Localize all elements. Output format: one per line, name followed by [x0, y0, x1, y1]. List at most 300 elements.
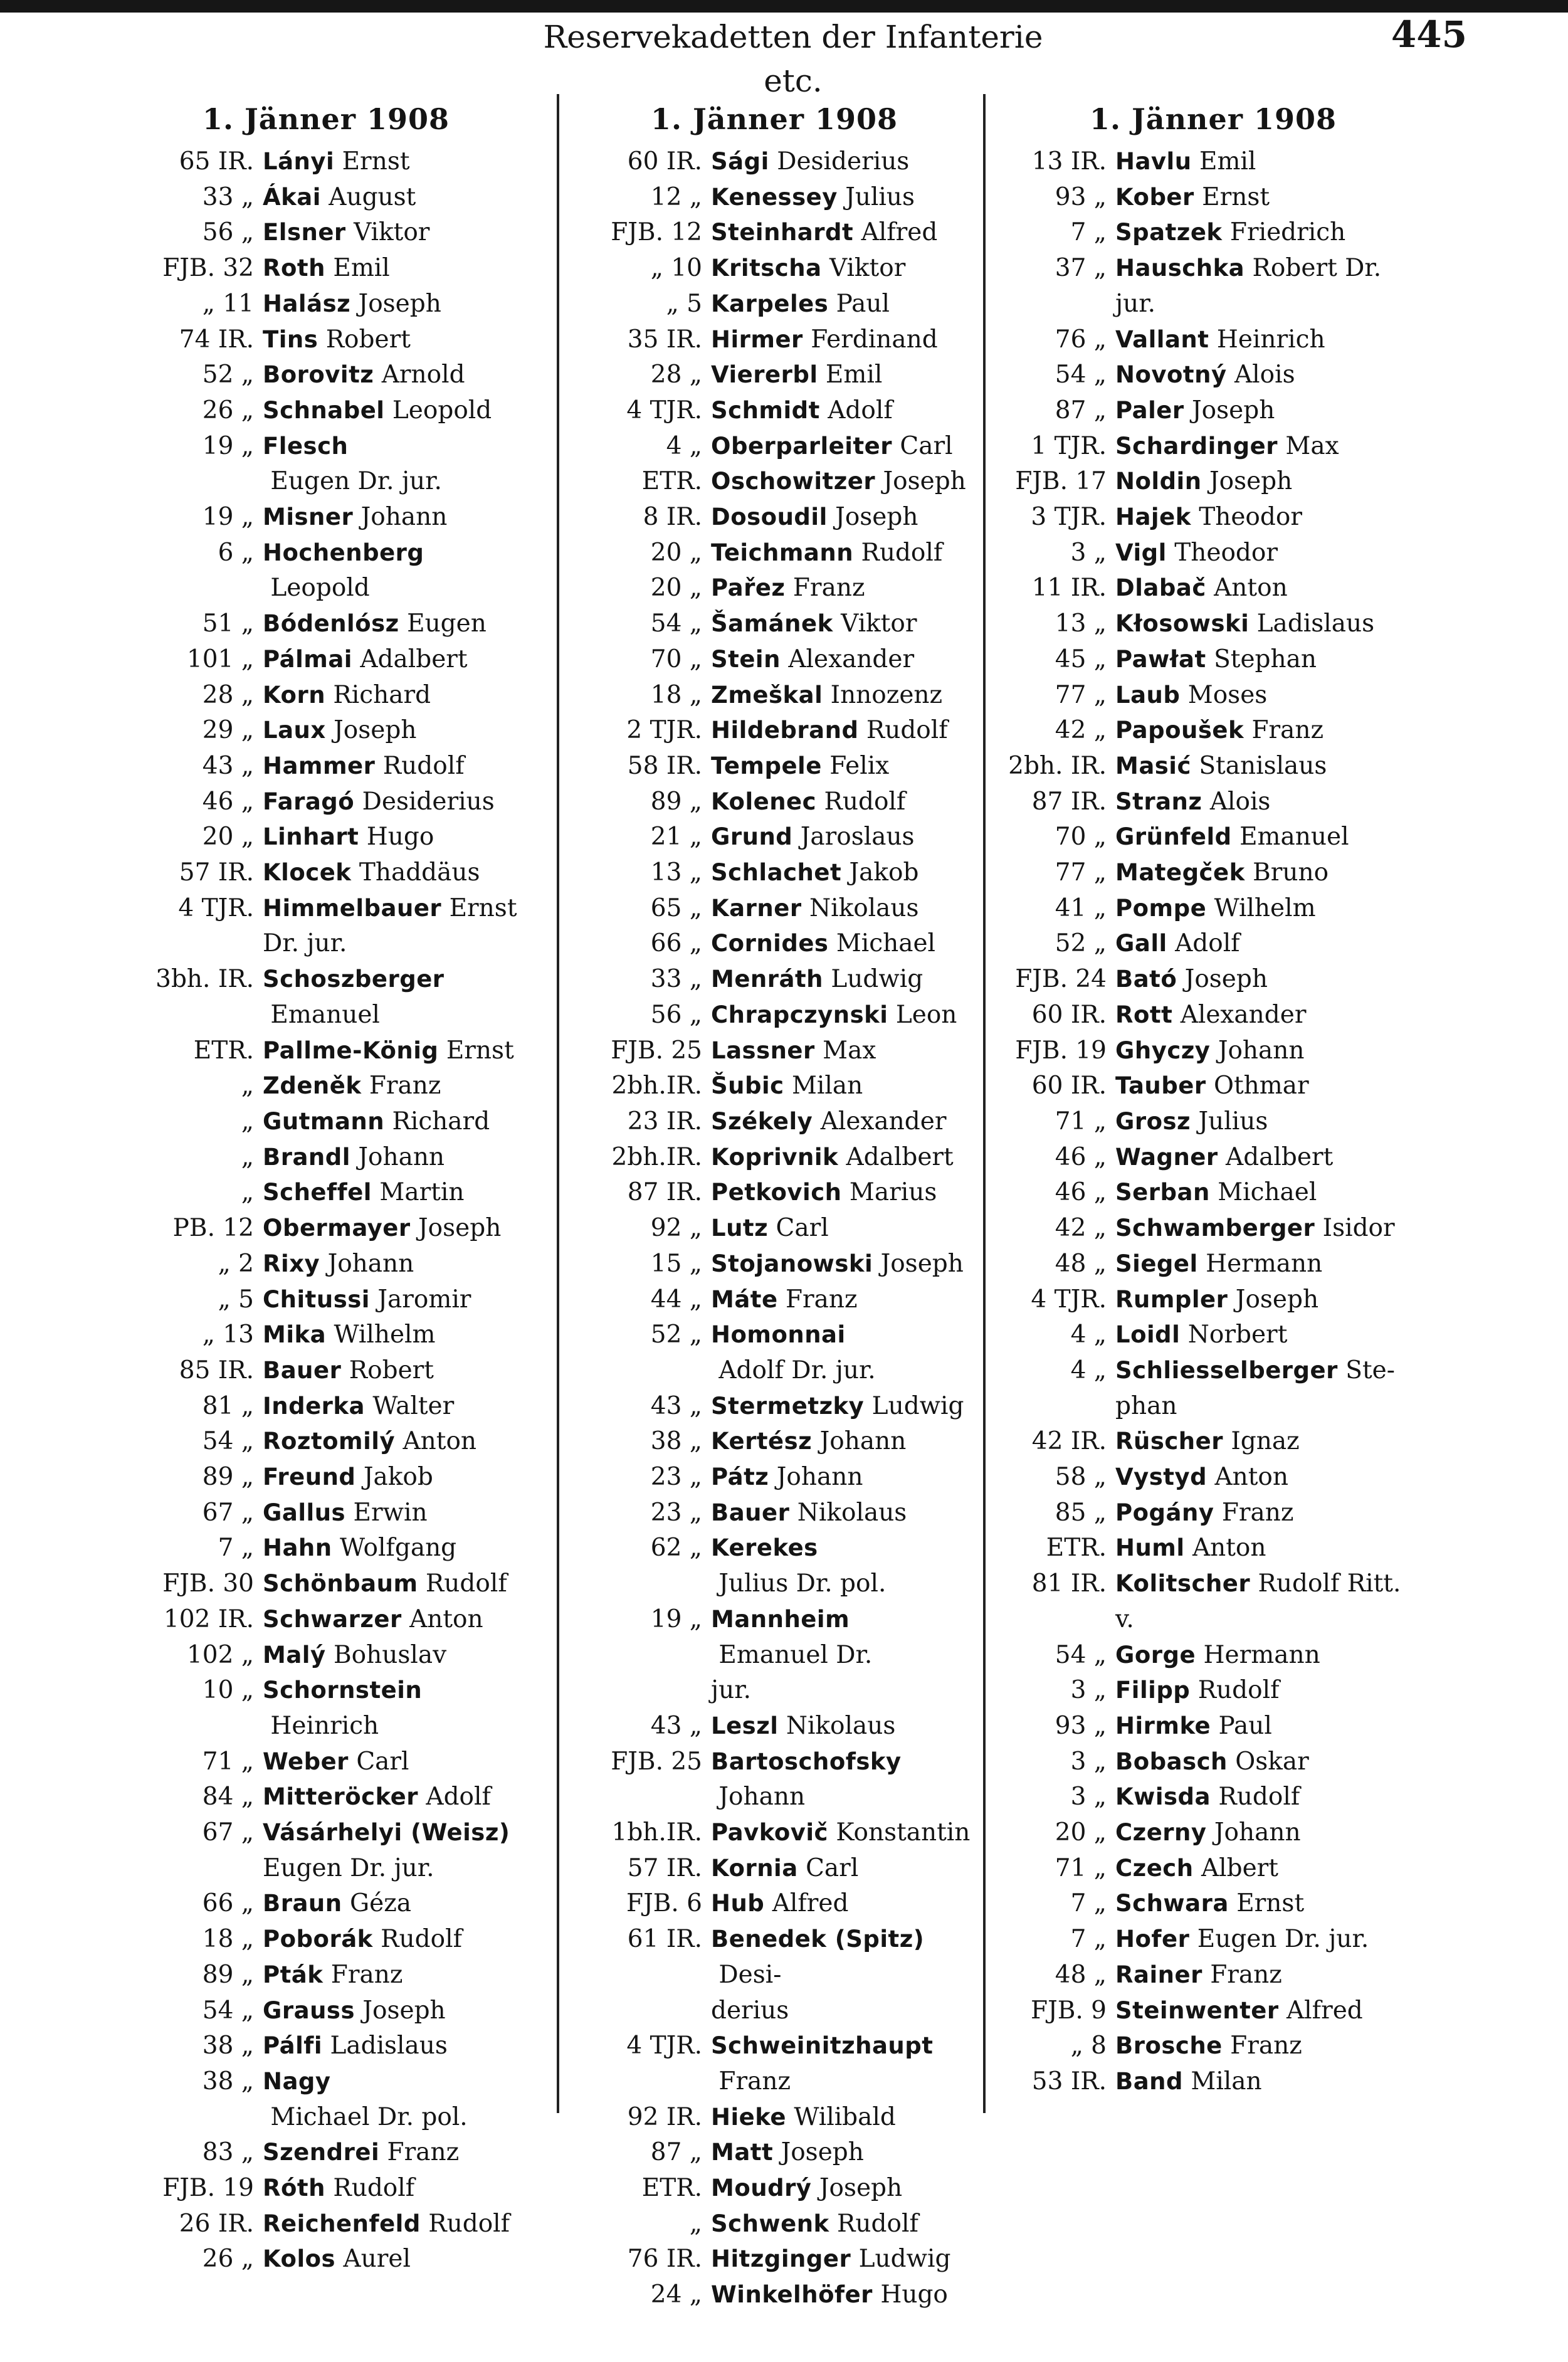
cadet-name	[1115, 357, 1429, 393]
surname: Braun	[263, 1890, 342, 1917]
roster-entry	[997, 215, 1429, 251]
roster-entry	[574, 571, 975, 606]
given-name: Moses	[1180, 680, 1268, 709]
given-name: Rudolf	[829, 2209, 918, 2238]
surname: Korn	[263, 681, 326, 709]
regiment-number: 76 „	[1055, 325, 1107, 354]
roster-entry	[125, 962, 527, 1033]
cadet-name	[1115, 1247, 1429, 1282]
cadet-name	[263, 144, 527, 180]
cadet-name	[1115, 500, 1429, 535]
regiment-number: 87 „	[650, 2138, 702, 2167]
roster-entry	[125, 2242, 527, 2277]
cadet-name	[263, 784, 527, 820]
given-name: Adolf	[418, 1783, 491, 1811]
roster-entry	[125, 2135, 527, 2171]
roster-entry	[997, 1566, 1429, 1602]
surname: Grünfeld	[1115, 823, 1232, 851]
regiment-number: 58 „	[1055, 1463, 1107, 1492]
roster-entry	[125, 2171, 527, 2206]
roster-entry	[574, 1282, 975, 1318]
given-name: Theodor	[1166, 538, 1278, 567]
given-name: Paul	[828, 289, 890, 318]
regiment-number: 41 „	[1055, 894, 1107, 922]
regiment-number: 4 „	[1070, 1321, 1107, 1349]
given-name: Rudolf	[816, 787, 906, 816]
roster-entry	[125, 1175, 527, 1211]
cadet-name	[711, 1709, 975, 1744]
regiment-number: 101 „	[186, 645, 254, 673]
cadet-name	[1115, 1317, 1429, 1353]
cadet-name	[711, 500, 975, 535]
given-name: Rudolf	[853, 538, 943, 567]
cadet-name	[711, 571, 975, 606]
regiment-number: 67 „	[202, 1818, 254, 1847]
surname: Máte	[711, 1285, 778, 1313]
cadet-name	[711, 1104, 975, 1140]
cadet-name	[263, 393, 527, 429]
given-name: jur.	[711, 1676, 751, 1705]
cadet-name	[711, 820, 975, 855]
regiment-number: 7 „	[1070, 1925, 1107, 1954]
cadet-name	[1115, 1211, 1429, 1247]
surname: Schnabel	[263, 396, 385, 424]
surname: Kertész	[711, 1428, 813, 1455]
surname: Kober	[1115, 183, 1194, 211]
cadet-name	[263, 1958, 527, 1993]
surname: Tauber	[1115, 1072, 1206, 1100]
regiment-number: 67 „	[202, 1498, 254, 1527]
cadet-name	[263, 1602, 527, 1638]
cadet-name	[1115, 1638, 1429, 1674]
regiment-number: „ 5	[218, 1285, 254, 1314]
cadet-name	[1115, 926, 1429, 962]
regiment-number: ETR.	[641, 467, 702, 496]
regiment-number: 4 „	[1070, 1356, 1107, 1384]
regiment-number: 52 „	[202, 361, 254, 389]
cadet-name	[711, 962, 975, 998]
given-name: v.	[1115, 1605, 1134, 1633]
cadet-name	[711, 1495, 975, 1531]
surname: Kolitscher	[1115, 1570, 1251, 1598]
cadet-name	[711, 287, 975, 322]
roster-entry	[125, 1389, 527, 1425]
surname: Schwarzer	[263, 1605, 402, 1633]
regiment-number: „ 8	[1070, 2032, 1107, 2060]
cadet-name	[263, 1353, 527, 1389]
regiment-number: PB. 12	[172, 1214, 254, 1243]
given-name: Leopold	[263, 574, 370, 603]
surname: Pátz	[711, 1463, 769, 1491]
regiment-number: 26 IR.	[179, 2209, 254, 2238]
cadet-name	[1115, 784, 1429, 820]
cadet-name	[263, 2171, 527, 2206]
roster-entry	[125, 144, 527, 180]
regiment-number: 51 „	[202, 609, 254, 638]
cadet-name	[711, 1140, 975, 1176]
given-name: Johann	[353, 503, 448, 532]
surname: Weber	[263, 1748, 349, 1775]
surname: Pařez	[711, 574, 786, 602]
given-name: Viktor	[833, 609, 917, 638]
regiment-number: 74 IR.	[179, 325, 254, 354]
given-name: Jakob	[355, 1463, 433, 1492]
cadet-name	[711, 1886, 975, 1922]
roster-entry	[997, 322, 1429, 358]
cadet-name	[711, 1460, 975, 1495]
regiment-number: 3 „	[1070, 538, 1107, 567]
roster-entry	[997, 1460, 1429, 1495]
roster-entry	[574, 144, 975, 180]
given-name: Adalbert	[352, 645, 468, 673]
given-name: Nikolaus	[801, 894, 919, 922]
top-border-rule	[0, 0, 1568, 13]
given-name: Alfred	[1278, 1996, 1363, 2025]
given-name: Heinrich	[1209, 325, 1325, 354]
given-name: Leon	[888, 1000, 957, 1029]
surname: Stranz	[1115, 788, 1202, 815]
given-name: Norbert	[1180, 1321, 1288, 1349]
roster-entry	[574, 2171, 975, 2206]
cadet-name	[263, 535, 527, 606]
given-name: Hermann	[1196, 1640, 1320, 1669]
surname: Bartoschofsky	[711, 1748, 902, 1775]
given-name: Ernst	[334, 147, 410, 176]
regiment-number: „ 10	[650, 254, 702, 283]
cadet-name	[1115, 393, 1429, 429]
regiment-number: 52 „	[1055, 929, 1107, 958]
cadet-name	[263, 1922, 527, 1958]
surname: Hildebrand	[711, 717, 859, 744]
regiment-number: 93 „	[1055, 1711, 1107, 1740]
roster-entry	[997, 1779, 1429, 1815]
roster-entry	[574, 820, 975, 855]
surname: Karner	[711, 894, 802, 922]
surname: Stein	[711, 645, 781, 673]
given-name: Rudolf	[1190, 1676, 1280, 1705]
roster-entry	[997, 1247, 1429, 1282]
regiment-number: 3 „	[1070, 1783, 1107, 1811]
given-name: Friedrich	[1222, 218, 1346, 247]
roster-entry	[574, 1531, 975, 1601]
roster-entry	[125, 1033, 527, 1069]
given-name: Carl	[797, 1853, 859, 1882]
surname: Šamánek	[711, 610, 833, 638]
surname: Scheffel	[263, 1179, 372, 1206]
given-name: Joseph	[1228, 1285, 1319, 1314]
regiment-number: ETR.	[1046, 1534, 1107, 1563]
roster-entry	[574, 2028, 975, 2099]
surname: Bató	[1115, 966, 1177, 993]
surname: Spatzek	[1115, 219, 1223, 246]
column-heading: 1. Jänner 1908	[1089, 102, 1337, 136]
regiment-number: 42 „	[1055, 1214, 1107, 1243]
given-name: Joseph	[811, 2174, 903, 2203]
regiment-number: 54 „	[1055, 361, 1107, 389]
roster-entry	[125, 322, 527, 358]
given-name: Anton	[401, 1605, 483, 1633]
roster-entry	[125, 429, 527, 500]
surname: Rüscher	[1115, 1428, 1223, 1455]
roster-entry	[574, 1495, 975, 1531]
cadet-name	[711, 642, 975, 678]
given-name: Rudolf Ritt.	[1250, 1569, 1401, 1598]
surname: Steinhardt	[711, 219, 854, 246]
roster-entry	[574, 784, 975, 820]
roster-entry	[574, 1851, 975, 1887]
cadet-name	[711, 2171, 975, 2206]
given-name: Alfred	[853, 218, 938, 247]
cadet-name	[711, 535, 975, 571]
roster-entry	[997, 1922, 1429, 1958]
regiment-number: 54 „	[650, 609, 702, 638]
regiment-number: 66 „	[650, 929, 702, 958]
given-name: Bruno	[1244, 858, 1329, 887]
roster-entry	[574, 500, 975, 535]
regiment-number: 53 IR.	[1031, 2067, 1107, 2096]
regiment-number: 57 IR.	[627, 1853, 702, 1882]
given-name: Nikolaus	[789, 1498, 907, 1527]
regiment-number: 54 „	[1055, 1640, 1107, 1669]
roster-entry	[125, 500, 527, 535]
regiment-number: 87 IR.	[627, 1178, 702, 1207]
cadet-name	[263, 1495, 527, 1531]
given-name: Konstantin	[828, 1818, 971, 1847]
given-name: Erwin	[345, 1498, 428, 1527]
given-name: Alexander	[813, 1107, 947, 1136]
roster-entry	[997, 713, 1429, 749]
cadet-name	[1115, 1531, 1429, 1566]
roster-entry	[125, 180, 527, 216]
cadet-name	[263, 1744, 527, 1780]
given-name: Johann	[320, 1249, 414, 1278]
regiment-number: 20 „	[202, 823, 254, 851]
regiment-number: 60 IR.	[627, 147, 702, 176]
roster-entry	[125, 1353, 527, 1389]
regiment-number: 76 IR.	[627, 2245, 702, 2274]
surname: Klocek	[263, 859, 352, 887]
roster-entry	[574, 1815, 975, 1851]
roster-entry	[574, 1247, 975, 1282]
cadet-name	[263, 749, 527, 784]
regiment-number: 38 „	[202, 2067, 254, 2096]
regiment-number: 43 „	[202, 751, 254, 780]
cadet-name	[711, 1744, 975, 1815]
surname: Vigl	[1115, 539, 1167, 566]
given-name: Felix	[821, 751, 890, 780]
roster-entry	[574, 215, 975, 251]
column-3	[997, 94, 1429, 2100]
cadet-name	[711, 357, 975, 393]
regiment-number: 38 „	[202, 2032, 254, 2060]
cadet-name	[1115, 891, 1429, 927]
regiment-number: „ 11	[202, 289, 254, 318]
cadet-name	[711, 678, 975, 714]
roster-entry	[574, 251, 975, 287]
surname: Kłosowski	[1115, 610, 1250, 638]
cadet-name	[1115, 2028, 1429, 2064]
roster-entry	[997, 1140, 1429, 1176]
regiment-number: 18 „	[202, 1925, 254, 1954]
roster-entry	[997, 1211, 1429, 1247]
cadet-name	[711, 1851, 975, 1887]
surname: Gorge	[1115, 1641, 1196, 1669]
roster-entry	[997, 535, 1429, 571]
surname: Teichmann	[711, 539, 854, 566]
cadet-name	[263, 1104, 527, 1140]
cadet-name	[711, 464, 975, 500]
regiment-number: 33 „	[650, 965, 702, 994]
given-name: Rudolf	[418, 1569, 507, 1598]
given-name: Ernst	[1228, 1889, 1305, 1918]
given-name: Jakob	[841, 858, 919, 887]
roster-entry	[997, 1673, 1429, 1709]
cadet-name	[1115, 749, 1429, 784]
cadet-name	[263, 642, 527, 678]
roster-entry	[125, 1673, 527, 1744]
surname: Havlu	[1115, 148, 1192, 175]
roster-entry	[125, 1638, 527, 1674]
regiment-number: 4 „	[666, 431, 702, 460]
surname: Pták	[263, 1961, 324, 1988]
running-title: Reservekadetten der Infanterie etc.	[543, 19, 1043, 99]
roster-entry	[574, 429, 975, 465]
given-name: Carl	[348, 1747, 409, 1776]
cadet-name	[263, 962, 527, 1033]
cadet-name	[1115, 1566, 1429, 1602]
surname: Kornia	[711, 1854, 798, 1882]
given-name: Oskar	[1227, 1747, 1309, 1776]
surname: Vásárhelyi (Weisz)	[263, 1819, 510, 1847]
roster-entry	[997, 926, 1429, 962]
regiment-number: 33 „	[202, 182, 254, 211]
surname: Pogány	[1115, 1499, 1214, 1526]
regiment-number: 35 IR.	[627, 325, 702, 354]
cadet-name	[1115, 855, 1429, 891]
roster-entry	[997, 749, 1429, 784]
given-name: Walter	[365, 1391, 455, 1420]
surname: Kerekes	[711, 1534, 818, 1562]
roster-entry	[125, 606, 527, 642]
given-name: August	[320, 182, 416, 211]
surname: Malý	[263, 1641, 326, 1669]
cadet-name	[711, 1922, 975, 1993]
roster-entry	[997, 1815, 1429, 1851]
surname: Czerny	[1115, 1819, 1207, 1847]
roster-entry	[997, 287, 1429, 322]
column-divider	[983, 94, 986, 2113]
surname: Vystyd	[1115, 1463, 1208, 1491]
surname: Dosoudil	[711, 504, 828, 531]
regiment-number: 46 „	[202, 787, 254, 816]
roster-entry	[125, 2064, 527, 2135]
given-name: Stanislaus	[1191, 751, 1327, 780]
roster-entry	[125, 1886, 527, 1922]
regiment-number: FJB. 19	[162, 2174, 254, 2203]
surname: Gall	[1115, 930, 1167, 957]
cadet-name	[1115, 962, 1429, 998]
roster-entry	[997, 1033, 1429, 1069]
regiment-number: 70 „	[650, 645, 702, 673]
roster-entry	[574, 926, 975, 962]
given-name: Joseph	[773, 2138, 864, 2167]
surname: Gutmann	[263, 1107, 385, 1135]
given-name: Robert	[318, 325, 411, 354]
roster-entry	[574, 891, 975, 927]
cadet-name	[711, 1211, 975, 1247]
given-name: Marius	[841, 1178, 937, 1207]
surname: Mitteröcker	[263, 1783, 419, 1811]
surname: Tins	[263, 325, 318, 353]
regiment-number: 87 „	[1055, 396, 1107, 424]
roster-entry	[997, 2028, 1429, 2064]
given-name: Anton	[395, 1427, 477, 1456]
regiment-number: 2bh.IR.	[611, 1142, 702, 1171]
given-name: Milan	[784, 1072, 863, 1100]
surname: Schwara	[1115, 1890, 1229, 1917]
cadet-name	[711, 1389, 975, 1425]
roster-entry	[125, 713, 527, 749]
roster-entry	[125, 1460, 527, 1495]
cadet-name	[263, 1993, 527, 2029]
roster-entry	[125, 749, 527, 784]
given-name: derius	[711, 1996, 789, 2025]
given-name: Franz	[711, 2067, 791, 2096]
cadet-name	[1115, 322, 1429, 358]
roster-entry	[574, 713, 975, 749]
surname: Serban	[1115, 1179, 1210, 1206]
regiment-number: 89 „	[202, 1960, 254, 1989]
cadet-name	[1115, 1353, 1429, 1389]
surname: Vallant	[1115, 325, 1209, 353]
cadet-name	[263, 2242, 527, 2277]
surname: Gallus	[263, 1499, 346, 1526]
regiment-number: „	[241, 1178, 254, 1207]
cadet-name	[263, 891, 527, 927]
surname: Wagner	[1115, 1143, 1218, 1171]
given-name: Franz	[1202, 1960, 1282, 1989]
cadet-name	[711, 1673, 975, 1709]
given-name: phan	[1115, 1391, 1177, 1420]
roster-entry	[125, 215, 527, 251]
surname: Mannheim	[711, 1605, 850, 1633]
given-name: Rudolf	[858, 716, 948, 745]
cadet-name	[1115, 1068, 1429, 1104]
given-name: Franz	[1222, 2032, 1302, 2060]
surname: Mika	[263, 1321, 327, 1349]
given-name: Martin	[372, 1178, 465, 1207]
given-name: Rudolf	[420, 2209, 510, 2238]
roster-entry	[574, 1175, 975, 1211]
roster-entry	[125, 357, 527, 393]
given-name: Arnold	[374, 361, 465, 389]
cadet-name	[1115, 1175, 1429, 1211]
surname: Pompe	[1115, 894, 1207, 922]
cadet-name	[1115, 1993, 1429, 2029]
cadet-name	[263, 1211, 527, 1247]
surname: Tempele	[711, 752, 822, 779]
surname: Halász	[263, 290, 351, 317]
surname: Hauschka	[1115, 255, 1245, 282]
roster-entry	[125, 678, 527, 714]
regiment-number: 44 „	[650, 1285, 702, 1314]
roster-entry	[125, 891, 527, 927]
regiment-number: 42 IR.	[1031, 1427, 1107, 1456]
entry-list	[125, 144, 527, 2277]
roster-entry	[997, 500, 1429, 535]
cadet-name	[263, 1460, 527, 1495]
surname: Kenessey	[711, 183, 838, 211]
